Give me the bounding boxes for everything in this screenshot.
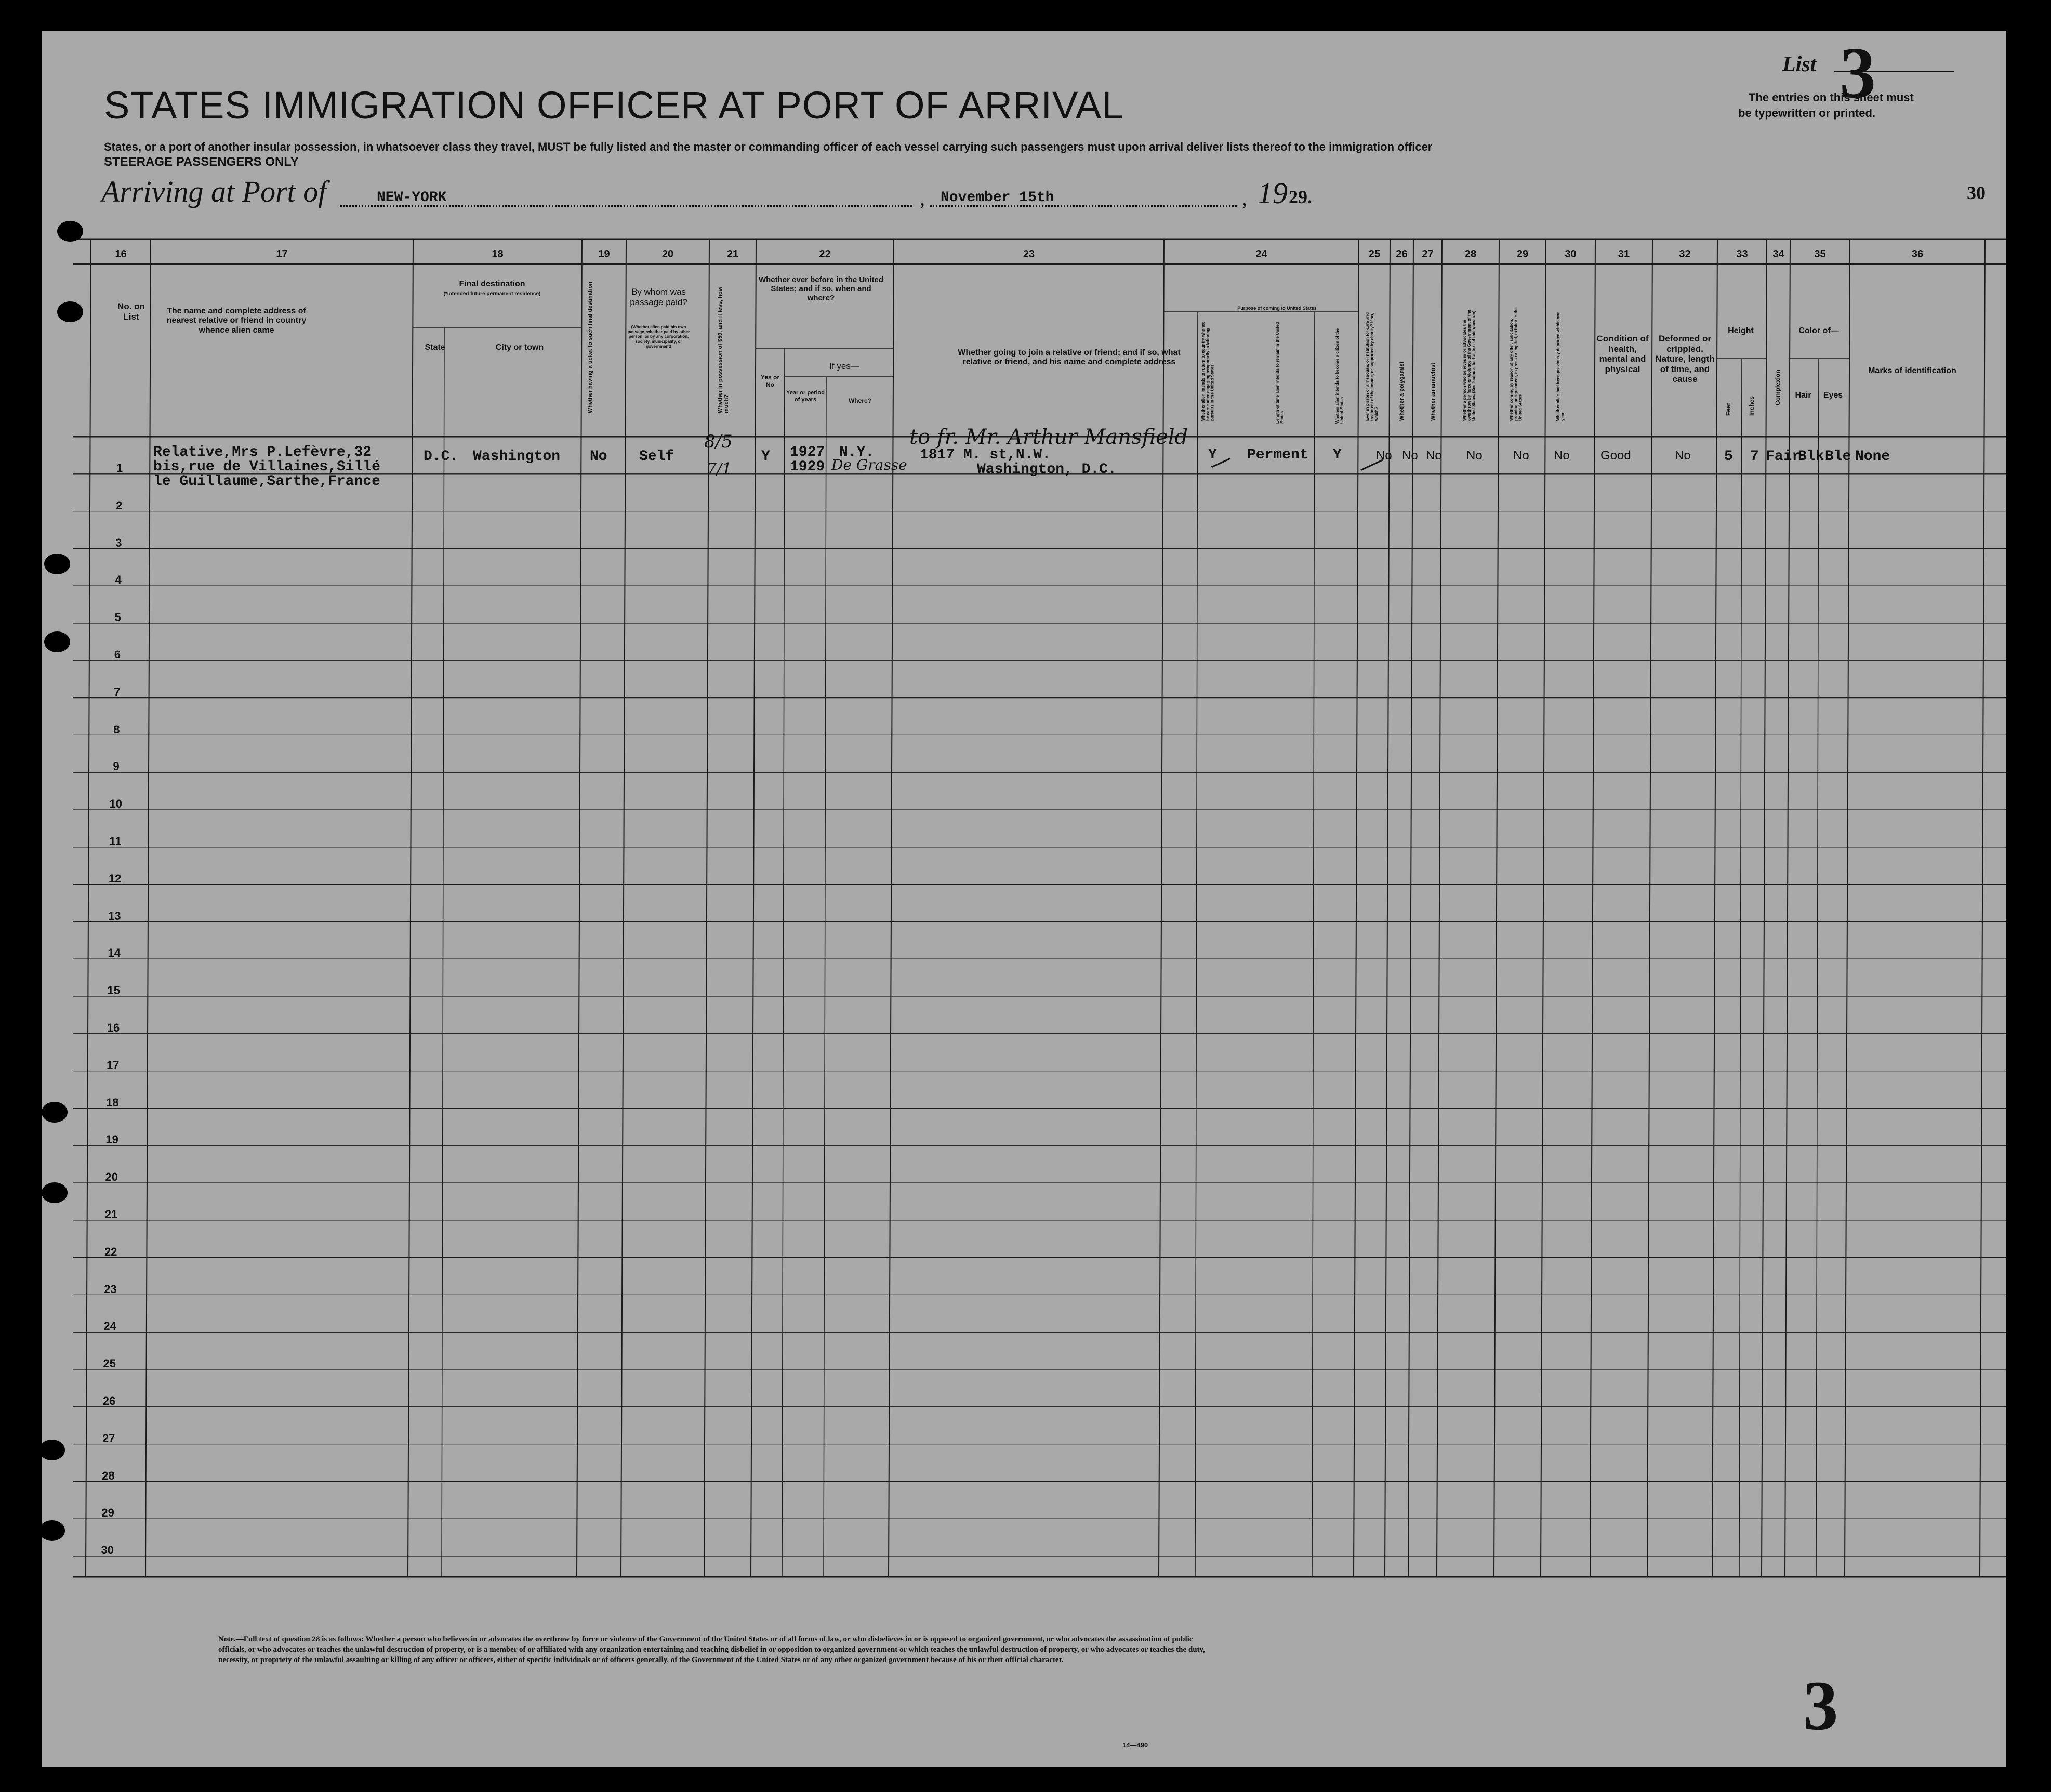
header-state: State: [425, 343, 445, 352]
arriving-label: Arriving at Port of: [101, 175, 327, 208]
column-divider: [1195, 312, 1198, 1577]
entry-deformed: No: [1675, 449, 1691, 463]
entry-health: Good: [1600, 449, 1631, 463]
row-number: 14: [108, 946, 121, 960]
row-number: 10: [109, 797, 123, 811]
header-paid-by: By whom was passage paid?: [630, 287, 687, 307]
row-number: 15: [107, 984, 121, 997]
header-purpose: Purpose of coming to United States: [1237, 306, 1317, 311]
header-ticket: Whether having a ticket to such final destination: [587, 281, 593, 413]
punch-hole: [42, 1102, 68, 1123]
header-marks: Marks of identification: [1868, 366, 1956, 375]
header-height: Height: [1728, 326, 1754, 335]
row-number: 26: [102, 1394, 116, 1407]
column-number: 18: [492, 248, 504, 260]
form-code: 14—490: [1122, 1741, 1148, 1749]
entry-polygamist: No: [1402, 449, 1418, 463]
entry-money-1: 8/5: [704, 431, 733, 452]
column-number: 35: [1814, 248, 1826, 260]
port-value: NEW-YORK: [377, 190, 447, 206]
entry-intends-return: Y: [1208, 447, 1217, 463]
column-divider: [1647, 239, 1652, 1577]
row-number: 28: [102, 1469, 115, 1482]
column-number: 26: [1396, 248, 1408, 260]
row-number: 21: [104, 1208, 118, 1221]
header-relative: The name and complete address of nearest relative or friend in country whence alien came: [166, 307, 307, 335]
entry-join-line-1: 1817 M. st,N.W.: [920, 447, 1051, 463]
entry-state: D.C.: [424, 449, 459, 465]
entry-marks: None: [1855, 449, 1890, 465]
row-number: 20: [105, 1170, 118, 1184]
entry-ticket: No: [590, 449, 607, 465]
header-feet: Feet: [1725, 403, 1732, 416]
column-divider: [1541, 239, 1546, 1577]
column-divider: [577, 239, 582, 1577]
row-number: 19: [105, 1133, 118, 1147]
entry-money-2: 7/1: [707, 460, 732, 478]
column-divider: [1494, 239, 1499, 1577]
column-divider: [1845, 239, 1850, 1577]
entry-feet: 5: [1724, 449, 1733, 465]
column-divider: [621, 239, 626, 1577]
column-divider: [1408, 239, 1413, 1577]
header-no-on-list: No. on List: [117, 301, 145, 322]
column-divider: [1785, 239, 1790, 1577]
port-comma: ,: [920, 187, 925, 210]
header-before-us: Whether ever before in the United States; and if so, when and where?: [758, 275, 884, 302]
footnote: Note.—Full text of question 28 is as follows: Whether a person who believes in or advocates the overthrow by force or violence of the Government of the United States or of all forms of law, or who disbelieves in or is opposed to organized government, or who advocates the assassination of public officials, or who advocates or teaches the unlawful destruction of property, or is a member of or affiliated with any organization entertaining and teaching disbelief in or opposition to organized government or which teaches the unlawful destruction of property, or who advocates or teaches the duty, necessity, or propriety of the unlawful assaulting or killing of any officer or officers, either of specific individuals or of officers generally, of the Government of the United States or of any other organized government because of his or their official character.: [218, 1635, 1205, 1664]
header-where: Where?: [848, 397, 871, 404]
year-suffix: 29.: [1289, 187, 1312, 207]
punch-hole: [42, 1182, 68, 1203]
column-number: 27: [1422, 248, 1434, 260]
column-number: 21: [726, 248, 739, 260]
header-deformed: Deformed or crippled. Nature, length of time, and cause: [1655, 334, 1715, 385]
header-offer: Whether coming by reason of any offer, solicitation, promise, or agreement, express or implied, to labor in the United States: [1509, 307, 1523, 421]
sheet-number: 30: [1967, 182, 1986, 203]
punch-hole: [44, 554, 70, 574]
row-number: 2: [116, 498, 123, 512]
column-divider: [782, 348, 785, 1577]
header-color: Color of—: [1798, 326, 1839, 335]
entry-overthrow: No: [1466, 449, 1483, 463]
row-number: 8: [113, 722, 120, 736]
row-number: 11: [109, 835, 122, 848]
column-divider: [408, 239, 413, 1577]
column-number: 16: [115, 248, 127, 260]
row-number: 25: [103, 1357, 116, 1371]
row-number: 12: [108, 872, 122, 885]
entry-eyes: Ble: [1825, 449, 1851, 465]
entry-prison: No: [1376, 449, 1392, 463]
year-prefix: 19: [1258, 176, 1288, 210]
row-number: 30: [101, 1544, 114, 1557]
row-number: 29: [101, 1506, 114, 1520]
column-number: 20: [661, 248, 674, 260]
manifest-sheet: [42, 31, 2006, 1767]
column-number: 19: [598, 248, 610, 260]
entry-relative-2: bis,rue de Villaines,Sillé: [153, 459, 380, 475]
punch-hole: [39, 1440, 65, 1460]
header-line-2: STEERAGE PASSENGERS ONLY: [104, 155, 299, 169]
column-number: 33: [1736, 248, 1748, 260]
entry-before-yes: Y: [761, 449, 770, 465]
entry-year-2: 1929: [790, 459, 825, 475]
header-overthrow: Whether a person who believes in or advocates the overthrow by force or violence of the Government of the United States (See footnote for full text of this question): [1462, 310, 1476, 421]
entry-inches: 7: [1750, 449, 1759, 465]
entry-hair: Blk: [1798, 449, 1824, 465]
entry-join-handwritten: to fr. Mr. Arthur Mansfield: [909, 425, 1188, 449]
column-number: 29: [1516, 248, 1529, 260]
column-divider: [889, 239, 894, 1577]
column-divider: [1312, 312, 1315, 1577]
column-divider: [1816, 359, 1819, 1577]
date-comma: ,: [1242, 187, 1247, 210]
header-polygamist: Whether a polygamist: [1399, 361, 1405, 421]
entry-where-1: N.Y.: [839, 444, 875, 460]
column-divider: [1437, 239, 1442, 1577]
entries-note-1: The entries on this sheet must: [1749, 91, 1914, 104]
entry-citizen: Y: [1333, 447, 1342, 463]
header-paid-by-sub: (Whether alien paid his own passage, whether paid by other person, or by any corporation, society, municipality, or government): [627, 325, 690, 349]
column-divider: [1590, 239, 1595, 1577]
row-number: 27: [102, 1431, 115, 1445]
header-money: Whether in possession of $50, and if less, how much?: [717, 286, 730, 413]
header-year: Year or period of years: [786, 390, 825, 403]
column-divider: [1762, 239, 1767, 1577]
entry-relative-3: le Guillaume,Sarthe,France: [153, 473, 380, 490]
row-number: 24: [103, 1320, 116, 1333]
punch-hole: [39, 1520, 65, 1541]
column-divider: [824, 377, 826, 1577]
header-inches: Inches: [1748, 396, 1755, 416]
punch-hole: [57, 221, 83, 242]
column-number: 23: [1023, 248, 1035, 260]
punch-hole: [57, 301, 83, 322]
list-label: List: [1782, 52, 1817, 76]
entry-where-2: De Grasse: [831, 456, 907, 473]
entry-anarchist: No: [1426, 449, 1442, 463]
column-number: 30: [1565, 248, 1577, 260]
entry-complexion: Fair: [1766, 449, 1801, 465]
entry-offer: No: [1513, 449, 1529, 463]
date-value: November 15th: [941, 190, 1054, 206]
header-line-1: States, or a port of another insular possession, in whatsoever class they travel, MUST be fully listed and the master or commanding officer of each vessel carrying such passengers must upon arrival deliver lists thereof to the immigration officer: [104, 140, 1433, 153]
column-divider: [1354, 239, 1359, 1577]
header-if-yes: If yes—: [829, 361, 859, 371]
entry-relative-1: Relative,Mrs P.Lefèvre,32: [153, 444, 372, 460]
row-number: 5: [114, 611, 121, 624]
row-number: 23: [104, 1282, 117, 1296]
header-city: City or town: [495, 343, 544, 352]
large-list-number: 3: [1803, 1667, 1838, 1745]
row-number: 22: [104, 1245, 117, 1258]
entry-year-1: 1927: [790, 444, 825, 460]
column-divider: [442, 327, 444, 1577]
column-number: 36: [1911, 248, 1924, 260]
column-divider: [1980, 239, 1985, 1577]
row-number: 6: [114, 648, 121, 661]
row-number: 17: [106, 1058, 120, 1072]
row-number: 4: [115, 573, 122, 587]
header-complexion: Complexion: [1774, 370, 1781, 405]
table-grid: [42, 31, 2006, 1767]
row-number: 1: [116, 462, 123, 475]
header-hair: Hair: [1795, 391, 1811, 400]
header-deported: Whether alien had been previously deported within one year: [1556, 311, 1565, 421]
row-number: 18: [106, 1096, 119, 1109]
header-purpose-a: Whether alien intends to return to country whence he came after engaging temporarily in laboring pursuits in the United States: [1201, 321, 1215, 421]
column-number: 34: [1772, 248, 1784, 260]
entry-city: Washington: [473, 449, 561, 465]
list-number: 3: [1840, 33, 1876, 113]
entry-deported: No: [1554, 449, 1570, 463]
column-number: 22: [819, 248, 831, 260]
header-yes-no: Yes or No: [760, 374, 780, 388]
row-number: 7: [114, 685, 121, 699]
column-number: 32: [1679, 248, 1691, 260]
entry-length: Perment: [1247, 447, 1308, 463]
header-final-destination-sub: (*Intended future permanent residence): [443, 291, 541, 297]
column-number: 31: [1618, 248, 1630, 260]
page-title: STATES IMMIGRATION OFFICER AT PORT OF ARRIVAL: [104, 84, 1124, 127]
row-number: 13: [108, 909, 121, 923]
header-purpose-b: Length of time alien intends to remain in the United States: [1275, 322, 1285, 424]
header-join-relative: Whether going to join a relative or friend; and if so, what relative or friend, and his name and complete address: [958, 348, 1181, 367]
entries-note-2: be typewritten or printed.: [1738, 107, 1876, 120]
column-number: 28: [1464, 248, 1477, 260]
column-divider: [751, 239, 756, 1577]
column-number: 17: [276, 248, 288, 260]
column-divider: [86, 239, 91, 1577]
entry-join-line-2: Washington, D.C.: [977, 462, 1117, 478]
header-purpose-c: Whether alien intends to become a citizen of the United States: [1335, 328, 1344, 424]
row-number: 16: [107, 1021, 120, 1034]
column-divider: [1739, 359, 1742, 1577]
header-prison: Ever in prison or almshouse, or institution for care and treatment of the insane, or supported by charity? If so, which?: [1365, 312, 1379, 421]
punch-hole: [44, 631, 70, 652]
column-divider: [145, 239, 151, 1577]
header-anarchist: Whether an anarchist: [1430, 363, 1436, 421]
column-number: 25: [1368, 248, 1381, 260]
row-number: 9: [113, 760, 120, 773]
header-final-destination: Final destination: [459, 280, 525, 288]
header-health: Condition of health, mental and physical: [1596, 334, 1649, 374]
column-number: 24: [1255, 248, 1267, 260]
row-number: 3: [115, 536, 122, 549]
column-divider: [1385, 239, 1390, 1577]
entry-paid-by: Self: [639, 449, 674, 465]
header-eyes: Eyes: [1823, 391, 1843, 400]
column-divider: [1712, 239, 1717, 1577]
